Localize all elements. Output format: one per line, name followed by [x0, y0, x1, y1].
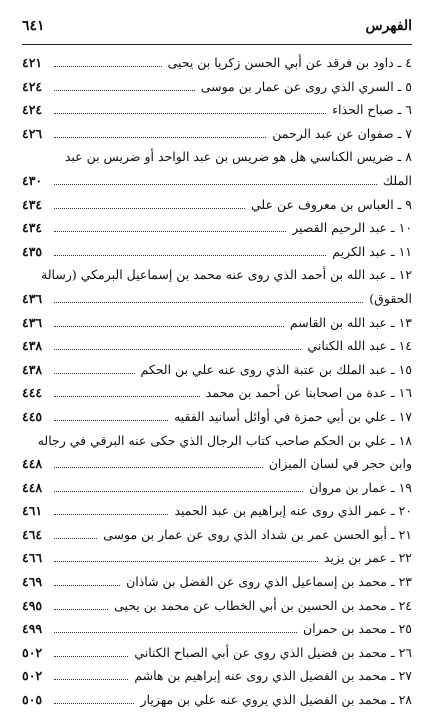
toc-entry	[22, 499, 412, 523]
dot-leader	[54, 255, 326, 256]
toc-entry-page: ٤٤٥	[22, 408, 43, 424]
header-page-number: ٦٤١	[22, 18, 45, 34]
toc-entry-title: ٢٦ ـ محمد بن فضيل الذي روى عن أبي الصباح الكناني	[134, 644, 412, 660]
toc-entry-wrap-line: ١٨ ـ علي بن الحكم صاحب كتاب الرجال الذي حكى عنه البرقي في رجاله	[37, 432, 412, 448]
dot-leader	[54, 184, 377, 185]
toc-entry-page: ٤٣٤	[22, 196, 43, 212]
dot-leader	[54, 491, 303, 492]
header-divider	[22, 44, 412, 45]
dot-leader	[54, 231, 286, 232]
toc-entry-title: ١٥ ـ عبد الملك بن عتبة الذي روى عنه علي بن الحكم	[140, 361, 412, 377]
toc-entry-page: ٤٤٤	[22, 385, 43, 401]
toc-entry-page: ٤٦٦	[22, 550, 43, 566]
toc-entry	[22, 311, 412, 335]
toc-entry	[22, 664, 412, 688]
toc-entry	[22, 570, 412, 594]
dot-leader	[54, 679, 128, 680]
toc-entry-title: ٢٢ ـ عمر بن يزيد	[324, 550, 412, 566]
toc-page	[22, 18, 412, 712]
dot-leader	[54, 137, 266, 138]
dot-leader	[54, 373, 135, 374]
toc-entry	[22, 287, 412, 311]
toc-entry-title: ١٣ ـ عبد الله بن القاسم	[289, 314, 412, 330]
toc-entry	[22, 51, 412, 75]
toc-entry	[22, 334, 412, 358]
dot-leader	[54, 113, 326, 114]
dot-leader	[54, 90, 195, 91]
toc-entry-title: ٢٧ ـ محمد بن الفضيل الذي روى عنه إبراهيم بن هاشم	[134, 668, 412, 684]
dot-leader	[54, 609, 108, 610]
dot-leader	[54, 349, 301, 350]
toc-entry-title: ٢٠ ـ عمر الذي روى عنه إبراهيم بن عبد الحميد	[174, 503, 412, 519]
toc-entry-wrap-line: ١٢ ـ عبد الله بن أحمد الذي روى عنه محمد بن إسماعيل البرمكي (رسالة	[41, 267, 412, 283]
toc-entry-page: ٤٢١	[22, 55, 43, 70]
dot-leader	[54, 467, 263, 468]
dot-leader	[54, 656, 128, 657]
dot-leader	[54, 632, 297, 633]
toc-entry-page: ٤٢٤	[22, 78, 43, 94]
toc-entry-title: ١٧ ـ علي بن أبي حمزة في أوائل أسانيد الفقيه	[174, 408, 412, 424]
toc-entry	[22, 169, 412, 193]
toc-entry	[22, 381, 412, 405]
toc-entry-title: ١٩ ـ عمار بن مروان	[309, 479, 412, 495]
toc-entry-page: ٤٢٤	[22, 102, 43, 118]
toc-entry	[22, 122, 412, 146]
toc-entry-page: ٤٣٨	[22, 338, 43, 354]
toc-entry	[22, 594, 412, 618]
toc-entry-page: ٤٣٦	[22, 290, 43, 306]
toc-entry-title: ٢٨ ـ محمد بن الفضيل الذي يروي عنه علي بن مهزيار	[140, 692, 412, 708]
dot-leader	[54, 302, 363, 303]
dot-leader	[54, 561, 318, 562]
toc-entry-title: ٥ ـ السري الذي روى عن عمار بن موسى	[200, 78, 412, 94]
toc-entry	[22, 75, 412, 99]
toc-entry-title: ٧ ـ صفوان عن عبد الرحمن	[272, 125, 412, 141]
toc-entry-page: ٤٦٤	[22, 526, 43, 542]
toc-entry	[22, 617, 412, 641]
toc-entry-page: ٥٠٢	[22, 668, 43, 684]
page-header	[22, 18, 412, 42]
toc-entry-page: ٤٣٦	[22, 314, 43, 330]
dot-leader	[54, 396, 200, 397]
toc-entry	[22, 688, 412, 712]
toc-entry-page: ٤٦٩	[22, 574, 43, 590]
toc-entry-title: ٢٥ ـ محمد بن حمران	[302, 621, 412, 637]
toc-entry	[22, 240, 412, 264]
toc-entry-title: ١٦ ـ عدة من اصحابنا عن أحمد بن محمد	[205, 385, 412, 401]
toc-entry-wrap-line: ٨ ـ ضريس الكناسي هل هو ضريس بن عبد الواحد أو ضريس بن عبد	[64, 149, 412, 165]
header-title: الفهرس	[365, 18, 412, 34]
toc-entry-page: ٤٤٨	[22, 456, 43, 472]
toc-entry-page: ٤٣٠	[22, 172, 43, 188]
toc-entry-page: ٥٠٢	[22, 644, 43, 660]
toc-entry	[22, 405, 412, 429]
toc-entry-page: ٤٩٥	[22, 597, 43, 613]
toc-entry-title: ٩ ـ العباس بن معروف عن علي	[251, 196, 412, 212]
toc-entry-title: ٢١ ـ أبو الحسن عمر بن شداد الذي روى عن عمار بن موسى	[103, 526, 412, 542]
toc-entry	[22, 358, 412, 382]
toc-entry-title: ٦ ـ صباح الحذاء	[332, 102, 412, 118]
dot-leader	[54, 703, 134, 704]
dot-leader	[54, 585, 120, 586]
toc-entry-page: ٤٩٩	[22, 621, 43, 637]
toc-entry	[22, 98, 412, 122]
toc-entry-title: الملك	[382, 172, 412, 188]
toc-entry-page: ٥٠٥	[22, 692, 43, 708]
toc-entry-page: ٤٤٨	[22, 479, 43, 495]
toc-entry-title: وابن حجر في لسان الميزان	[268, 456, 412, 472]
toc-entry-title: الحقوق)	[369, 290, 412, 306]
toc-entry	[22, 641, 412, 665]
dot-leader	[54, 538, 97, 539]
toc-entry-page: ٤٦١	[22, 503, 43, 519]
toc-entry-title: ١٠ ـ عبد الرحيم القصير	[292, 220, 412, 236]
toc-entry	[22, 452, 412, 476]
toc-entry-title: ١٤ ـ عبد الله الكناني	[307, 338, 412, 354]
toc-entry	[22, 523, 412, 547]
toc-entry-page: ٤٣٤	[22, 220, 43, 236]
dot-leader	[54, 208, 245, 209]
toc-entry-title: ٢٣ ـ محمد بن إسماعيل الذي روى عن الفضل بن شاذان	[126, 574, 412, 590]
toc-entry	[22, 476, 412, 500]
toc-entry-page: ٤٣٨	[22, 361, 43, 377]
toc-entry	[22, 216, 412, 240]
toc-list	[22, 51, 412, 712]
dot-leader	[54, 420, 168, 421]
toc-entry	[22, 546, 412, 570]
toc-entry-page: ٤٣٥	[22, 243, 43, 259]
toc-entry-title: ١١ ـ عبد الكريم	[332, 243, 412, 259]
toc-entry	[22, 193, 412, 217]
dot-leader	[54, 66, 162, 67]
dot-leader	[54, 326, 284, 327]
toc-entry-title: ٤ ـ داود بن فرقد عن أبي الحسن زكريا بن يحيى	[167, 55, 412, 70]
toc-entry-page: ٤٢٦	[22, 125, 43, 141]
toc-entry-title: ٢٤ ـ محمد بن الحسين بن أبي الخطاب عن محمد بن يحيى	[114, 597, 412, 613]
dot-leader	[54, 514, 168, 515]
